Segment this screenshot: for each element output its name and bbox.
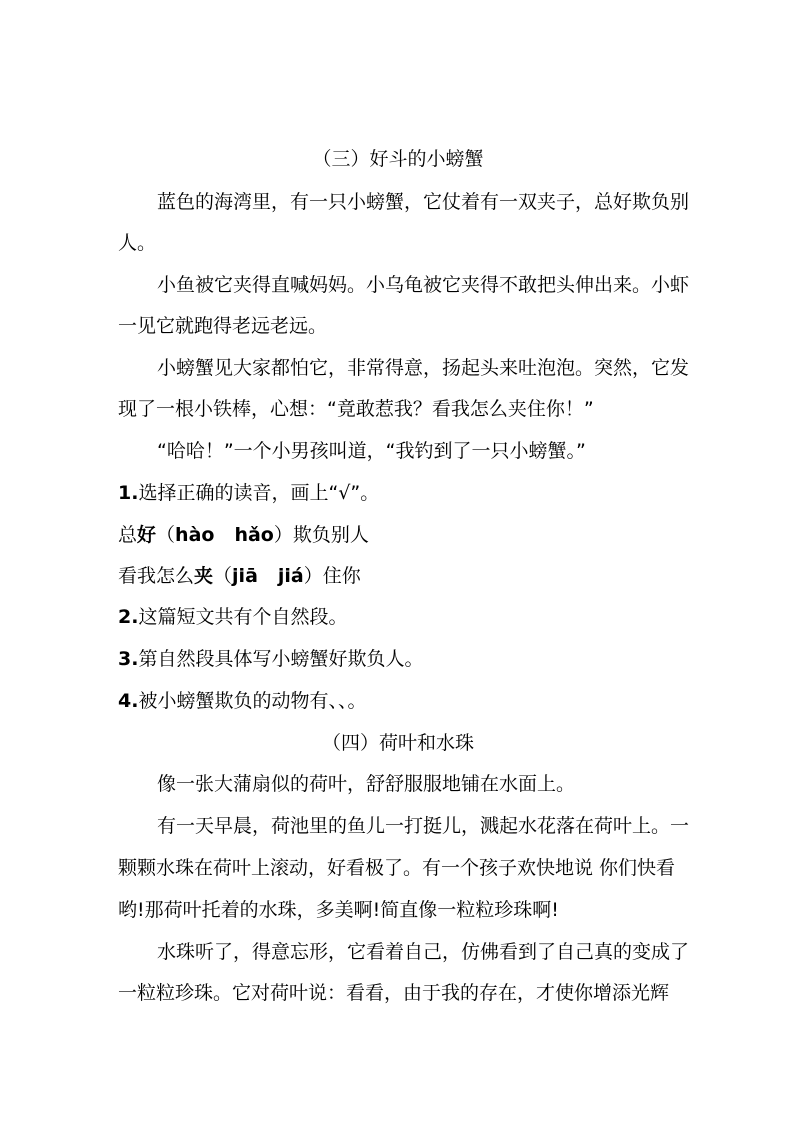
section3-para2-line2: 一见它就跑得老远老远。 bbox=[118, 315, 328, 337]
question-1 bbox=[118, 478, 678, 508]
section4-para2-line2: 颗颗水珠在荷叶上滚动，好看极了。有一个孩子欢快地说 你们快看 bbox=[118, 857, 676, 879]
question-1a-pinyin-option-1[interactable]: hào bbox=[175, 524, 215, 546]
question-1b-suffix: 住你 bbox=[322, 565, 361, 587]
question-4 bbox=[118, 686, 678, 716]
section4-para3-line1: 水珠听了，得意忘形，它看着自己，仿佛看到了自己真的变成了 bbox=[157, 941, 690, 963]
question-2-text: 这篇短文共有个自然段。 bbox=[138, 606, 348, 628]
section3-para1-line2: 人。 bbox=[118, 232, 157, 254]
section4-para2-line3: 哟!那荷叶托着的水珠，多美啊!简直像一粒粒珍珠啊! bbox=[118, 899, 559, 921]
section4-title: （四）荷叶和水珠 bbox=[321, 732, 474, 754]
question-1b-prefix: 看我怎么 bbox=[118, 565, 195, 587]
question-1a-pinyin-option-2[interactable]: hǎo bbox=[234, 524, 274, 546]
question-1a bbox=[118, 520, 678, 550]
section4-para3-line2: 一粒粒珍珠。它对荷叶说：看看，由于我的存在，才使你增添光辉 bbox=[118, 982, 670, 1004]
question-3-number: 3. bbox=[118, 648, 139, 670]
question-1-number: 1. bbox=[118, 482, 139, 504]
question-4-text: 被小螃蟹欺负的动物有、、。 bbox=[138, 690, 367, 712]
question-3-text: 第自然段具体写小螃蟹好欺负人。 bbox=[138, 648, 424, 670]
question-1b-pinyin-option-2[interactable]: jiá bbox=[277, 565, 304, 587]
question-1b-close-paren: ） bbox=[303, 565, 323, 587]
question-2-number: 2. bbox=[118, 606, 139, 628]
question-1a-char: 好 bbox=[137, 524, 157, 546]
question-1-text: 选择正确的读音，画上“√”。 bbox=[138, 482, 380, 504]
question-1a-open-paren: （ bbox=[156, 524, 176, 546]
question-1a-close-paren: ） bbox=[273, 524, 293, 546]
section4-para1-line1: 像一张大蒲扇似的荷叶，舒舒服服地铺在水面上。 bbox=[157, 773, 576, 795]
section3-para2-line1: 小鱼被它夹得直喊妈妈。小乌龟被它夹得不敢把头伸出来。小虾 bbox=[157, 274, 690, 296]
section3-title: （三）好斗的小螃蟹 bbox=[312, 148, 484, 170]
question-1a-prefix: 总 bbox=[118, 524, 138, 546]
question-1b-pinyin-option-1[interactable]: jiā bbox=[232, 565, 258, 587]
section3-para4-line1: “哈哈！”一个小男孩叫道，“我钓到了一只小螃蟹。” bbox=[157, 440, 586, 462]
question-1b-open-paren: （ bbox=[213, 565, 233, 587]
section3-para3-line2: 现了一根小铁棒，心想：“竟敢惹我？看我怎么夹住你！” bbox=[118, 398, 594, 420]
question-4-number: 4. bbox=[118, 690, 139, 712]
section3-para3-line1: 小螃蟹见大家都怕它，非常得意，扬起头来吐泡泡。突然，它发 bbox=[157, 357, 690, 379]
section4-para2-line1: 有一天早晨，荷池里的鱼儿一打挺儿，溅起水花落在荷叶上。一 bbox=[157, 815, 690, 837]
question-2 bbox=[118, 602, 678, 632]
section3-para1-line1: 蓝色的海湾里，有一只小螃蟹，它仗着有一双夹子，总好欺负别 bbox=[157, 191, 690, 213]
question-1b bbox=[118, 561, 678, 591]
question-3 bbox=[118, 644, 678, 674]
question-1b-char: 夹 bbox=[194, 565, 214, 587]
question-1a-suffix: 欺负别人 bbox=[292, 524, 369, 546]
